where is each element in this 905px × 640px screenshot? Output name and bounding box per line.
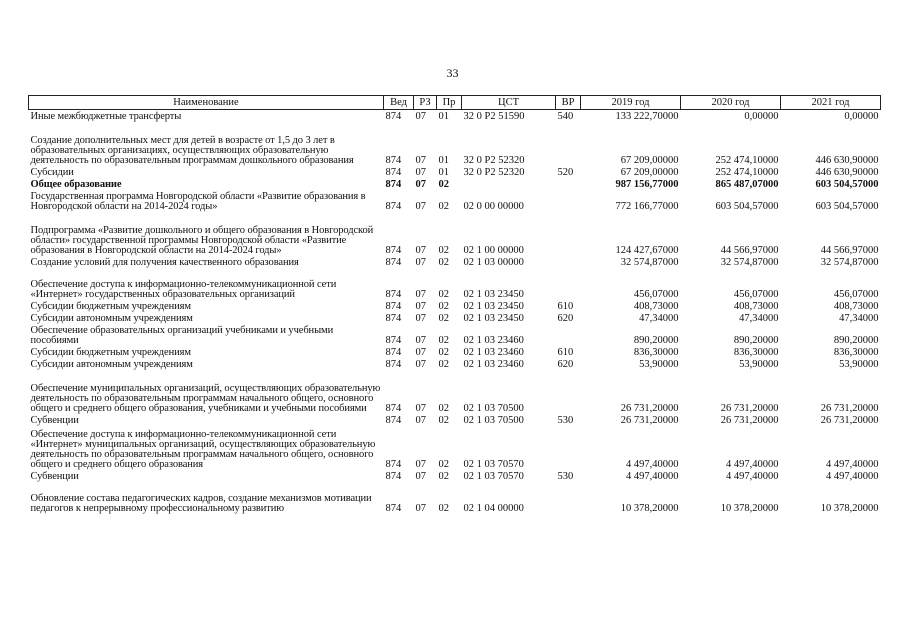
row-2020: 890,20000: [733, 335, 779, 346]
row-name: Обеспечение доступа к информационно-телекоммуникационной сети «Интернет» муниципальных организаций, осуществляющих образовательную деятельность по образовательным программам начального общего, основного общего и среднего общего образования: [30, 429, 376, 470]
row-name: Субвенции: [30, 471, 79, 482]
table-row: [29, 426, 881, 470]
row-vr: 610: [557, 301, 574, 312]
table-row: [29, 122, 881, 166]
row-2020: 865 487,07000: [715, 179, 779, 190]
header-cst: ЦСТ: [462, 96, 556, 110]
row-2020: 4 497,40000: [726, 471, 779, 482]
row-rz: 07: [415, 415, 426, 426]
table-row: [29, 110, 881, 123]
row-cst: 32 0 P2 51590: [463, 111, 525, 122]
row-2020: 0,00000: [744, 111, 779, 122]
row-pr: 02: [438, 347, 449, 358]
row-vr: [556, 426, 581, 470]
row-vr: [556, 190, 581, 212]
row-2021: 603 504,57000: [815, 201, 879, 212]
row-2021: 10 378,20000: [820, 503, 879, 514]
row-cst: 02 1 03 00000: [463, 257, 524, 268]
table-row: [29, 470, 881, 482]
row-name: Обновление состава педагогических кадров, создание механизмов мотивации педагогов к непрерывному профессиональному развитию: [30, 493, 372, 514]
row-2020: 32 574,87000: [720, 257, 779, 268]
row-2020: 47,34000: [739, 313, 779, 324]
row-pr: 01: [438, 111, 449, 122]
row-2021: 26 731,20000: [820, 403, 879, 414]
row-name: Иные межбюджетные трансферты: [30, 111, 182, 122]
row-pr: 02: [438, 415, 449, 426]
row-ved: 874: [385, 111, 402, 122]
row-cst: 02 1 03 70570: [463, 471, 524, 482]
row-vr: 520: [557, 167, 574, 178]
row-vr: [556, 324, 581, 346]
row-pr: 01: [438, 155, 449, 166]
row-pr: 02: [438, 301, 449, 312]
row-2021: 446 630,90000: [815, 155, 879, 166]
header-pr: Пр: [437, 96, 462, 110]
row-rz: 07: [415, 245, 426, 256]
row-cst: 02 1 03 23450: [463, 289, 524, 300]
row-cst: 02 1 03 70500: [463, 403, 524, 414]
row-pr: 02: [438, 359, 449, 370]
row-2021: 47,34000: [839, 313, 879, 324]
row-2021: 32 574,87000: [820, 257, 879, 268]
header-vr: ВР: [556, 96, 581, 110]
table-row: [29, 358, 881, 370]
row-pr: 02: [438, 179, 449, 190]
row-vr: 530: [557, 471, 574, 482]
row-name: Создание дополнительных мест для детей в возрасте от 1,5 до 3 лет в образовательных организациях, осуществляющих образовательную деятельность по образовательным программам дошкольного образования: [30, 135, 354, 166]
table-row: [29, 190, 881, 212]
row-2021: 456,07000: [833, 289, 879, 300]
row-ved: 874: [385, 155, 402, 166]
row-pr: 02: [438, 459, 449, 470]
row-cst: 32 0 P2 52320: [463, 167, 525, 178]
row-pr: 01: [438, 167, 449, 178]
row-2020: 4 497,40000: [726, 459, 779, 470]
row-name: Подпрограмма «Развитие дошкольного и общего образования в Новгородской области» государственной программы Новгородской области «Развитие образования в Новгородской области на 2014-2024 годы»: [30, 225, 374, 256]
row-2019: 124 427,67000: [615, 245, 679, 256]
row-rz: 07: [415, 111, 426, 122]
row-ved: 874: [385, 289, 402, 300]
row-2020: 53,90000: [739, 359, 779, 370]
row-vr: [556, 212, 581, 256]
table-row: [29, 300, 881, 312]
row-pr: 02: [438, 335, 449, 346]
row-2021: 53,90000: [839, 359, 879, 370]
row-ved: 874: [385, 245, 402, 256]
row-2019: 4 497,40000: [626, 471, 679, 482]
row-rz: 07: [415, 201, 426, 212]
row-name: Общее образование: [30, 179, 122, 190]
row-rz: 07: [415, 155, 426, 166]
row-ved: 874: [385, 313, 402, 324]
row-rz: 07: [415, 503, 426, 514]
row-2019: 67 209,00000: [620, 155, 679, 166]
row-ved: 874: [385, 403, 402, 414]
row-cst: 02 0 00 00000: [463, 201, 524, 212]
row-2019: 47,34000: [639, 313, 679, 324]
table-row: [29, 370, 881, 414]
table-row: [29, 178, 881, 190]
row-pr: 02: [438, 289, 449, 300]
row-2019: 26 731,20000: [620, 403, 679, 414]
row-2021: 4 497,40000: [826, 459, 879, 470]
row-vr: 620: [557, 359, 574, 370]
row-vr: [556, 482, 581, 514]
budget-table: [28, 95, 881, 514]
row-2020: 252 474,10000: [715, 167, 779, 178]
row-2020: 26 731,20000: [720, 415, 779, 426]
row-ved: 874: [385, 167, 402, 178]
row-pr: 02: [438, 257, 449, 268]
row-vr: [556, 256, 581, 268]
row-cst: 02 1 03 70500: [463, 415, 524, 426]
row-2019: 4 497,40000: [626, 459, 679, 470]
row-rz: 07: [415, 289, 426, 300]
row-rz: 07: [415, 167, 426, 178]
row-cst: 32 0 P2 52320: [463, 155, 525, 166]
page-number: 33: [446, 66, 459, 80]
row-2020: 10 378,20000: [720, 503, 779, 514]
row-pr: 02: [438, 403, 449, 414]
row-name: Субсидии бюджетным учреждениям: [30, 301, 191, 312]
row-name: Субсидии бюджетным учреждениям: [30, 347, 191, 358]
row-ved: 874: [385, 503, 402, 514]
row-2019: 836,30000: [633, 347, 679, 358]
row-ved: 874: [385, 347, 402, 358]
row-pr: 02: [438, 245, 449, 256]
header-2021: 2021 год: [781, 96, 881, 110]
row-vr: 620: [557, 313, 574, 324]
row-pr: 02: [438, 313, 449, 324]
row-ved: 874: [385, 335, 402, 346]
row-name: Обеспечение муниципальных организаций, осуществляющих образовательную деятельность по образовательным программам начального общего, основного общего и среднего общего образования, учебниками и учебными пособиями: [30, 383, 381, 414]
row-rz: 07: [415, 179, 426, 190]
header-ved: Вед: [384, 96, 414, 110]
row-name: Субсидии автономным учреждениям: [30, 359, 193, 370]
row-name: Создание условий для получения качественного образования: [30, 257, 299, 268]
row-2019: 987 156,77000: [615, 179, 679, 190]
row-ved: 874: [385, 201, 402, 212]
row-2021: 603 504,57000: [815, 179, 879, 190]
row-ved: 874: [385, 359, 402, 370]
row-cst: 02 1 03 70570: [463, 459, 524, 470]
header-rz: РЗ: [414, 96, 437, 110]
row-cst: 02 1 03 23450: [463, 301, 524, 312]
row-cst: 02 1 03 23460: [463, 359, 524, 370]
row-ved: 874: [385, 471, 402, 482]
row-2020: 26 731,20000: [720, 403, 779, 414]
row-vr: 540: [557, 111, 574, 122]
row-vr: [556, 122, 581, 166]
row-pr: 02: [438, 201, 449, 212]
table-row: [29, 256, 881, 268]
table-row: [29, 324, 881, 346]
row-name: Субсидии: [30, 167, 74, 178]
row-2019: 772 166,77000: [615, 201, 679, 212]
row-rz: 07: [415, 301, 426, 312]
row-vr: 530: [557, 415, 574, 426]
row-cst: 02 1 03 23450: [463, 313, 524, 324]
row-ved: 874: [385, 459, 402, 470]
row-vr: 610: [557, 347, 574, 358]
row-vr: [556, 370, 581, 414]
row-2019: 32 574,87000: [620, 257, 679, 268]
row-vr: [556, 178, 581, 190]
row-2019: 408,73000: [633, 301, 679, 312]
row-2019: 890,20000: [633, 335, 679, 346]
header-2019: 2019 год: [581, 96, 681, 110]
row-name: Обеспечение доступа к информационно-телекоммуникационной сети «Интернет» государственных образовательных организаций: [30, 279, 337, 300]
row-name: Обеспечение образовательных организаций учебниками и учебными пособиями: [30, 325, 334, 346]
row-rz: 07: [415, 313, 426, 324]
row-name: Субвенции: [30, 415, 79, 426]
header-2020: 2020 год: [681, 96, 781, 110]
row-2019: 53,90000: [639, 359, 679, 370]
row-pr: 02: [438, 503, 449, 514]
row-2019: 10 378,20000: [620, 503, 679, 514]
row-2019: 133 222,70000: [615, 111, 679, 122]
row-name: Государственная программа Новгородской области «Развитие образования в Новгородской области на 2014-2024 годы»: [30, 191, 366, 212]
table-row: [29, 414, 881, 426]
row-rz: 07: [415, 359, 426, 370]
row-2019: 456,07000: [633, 289, 679, 300]
row-2021: 446 630,90000: [815, 167, 879, 178]
row-2019: 26 731,20000: [620, 415, 679, 426]
row-cst: 02 1 03 23460: [463, 347, 524, 358]
row-rz: 07: [415, 335, 426, 346]
table-row: [29, 212, 881, 256]
table-row: [29, 482, 881, 514]
row-2021: 0,00000: [844, 111, 879, 122]
row-2021: 44 566,97000: [820, 245, 879, 256]
row-2021: 890,20000: [833, 335, 879, 346]
row-2020: 603 504,57000: [715, 201, 779, 212]
row-rz: 07: [415, 347, 426, 358]
row-rz: 07: [415, 471, 426, 482]
row-2021: 26 731,20000: [820, 415, 879, 426]
row-cst: [462, 178, 556, 190]
row-rz: 07: [415, 459, 426, 470]
row-name: Субсидии автономным учреждениям: [30, 313, 193, 324]
row-2020: 836,30000: [733, 347, 779, 358]
table-row: [29, 166, 881, 178]
row-pr: 02: [438, 471, 449, 482]
row-cst: 02 1 00 00000: [463, 245, 524, 256]
row-2020: 456,07000: [733, 289, 779, 300]
header-name: Наименование: [29, 96, 384, 110]
row-ved: 874: [385, 179, 402, 190]
row-2021: 408,73000: [833, 301, 879, 312]
table-header-row: [29, 96, 881, 110]
row-vr: [556, 268, 581, 300]
row-cst: 02 1 04 00000: [463, 503, 524, 514]
row-2019: 67 209,00000: [620, 167, 679, 178]
row-rz: 07: [415, 403, 426, 414]
table-row: [29, 268, 881, 300]
row-2021: 4 497,40000: [826, 471, 879, 482]
table-row: [29, 312, 881, 324]
row-ved: 874: [385, 301, 402, 312]
row-2020: 252 474,10000: [715, 155, 779, 166]
row-ved: 874: [385, 257, 402, 268]
row-2020: 408,73000: [733, 301, 779, 312]
row-rz: 07: [415, 257, 426, 268]
table-row: [29, 346, 881, 358]
row-2020: 44 566,97000: [720, 245, 779, 256]
row-2021: 836,30000: [833, 347, 879, 358]
row-ved: 874: [385, 415, 402, 426]
row-cst: 02 1 03 23460: [463, 335, 524, 346]
